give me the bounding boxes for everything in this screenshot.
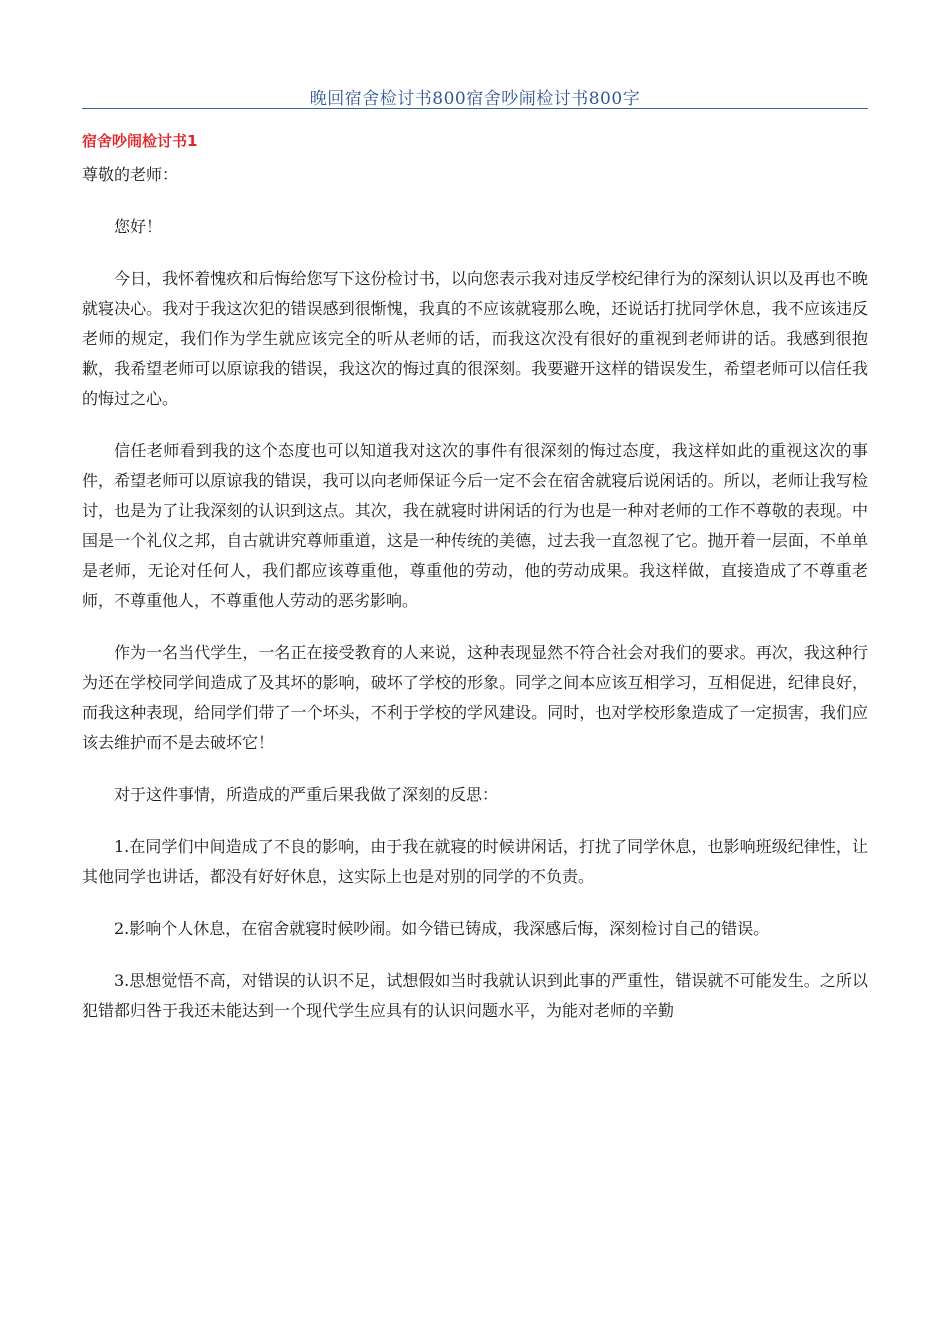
document-title: 晚回宿舍检讨书800宿舍吵闹检讨书800字 [309, 89, 641, 109]
salutation: 尊敬的老师： [82, 165, 179, 184]
document-body [82, 160, 868, 1048]
paragraph-1: 今日，我怀着愧疚和后悔给您写下这份检讨书，以向您表示我对违反学校纪律行为的深刻认识以及再也不晚就寝决心。我对于我这次犯的错误感到很惭愧，我真的不应该就寝那么晚，还说话打扰同学休息，我不应该违反老师的规定，我们作为学生就应该完全的听从老师的话，而我这次没有很好的重视到老师讲的话。我感到很抱歉，我希望老师可以原谅我的错误，我这次的悔过真的很深刻。我要避开这样的错误发生，希望老师可以信任我的悔过之心。 [82, 269, 868, 408]
paragraph-3: 作为一名当代学生，一名正在接受教育的人来说，这种表现显然不符合社会对我们的要求。再次，我这种行为还在学校同学间造成了及其坏的影响，破坏了学校的形象。同学之间本应该互相学习，互相促进，纪律良好，而我这种表现，给同学们带了一个坏头，不利于学校的学风建设。同时，也对学校形象造成了一定损害，我们应该去维护而不是去破坏它！ [82, 643, 868, 752]
greeting: 您好！ [114, 217, 163, 236]
paragraph-4: 对于这件事情，所造成的严重后果我做了深刻的反思： [114, 785, 499, 804]
title-divider [82, 108, 868, 109]
paragraph-2: 信任老师看到我的这个态度也可以知道我对这次的事件有很深刻的悔过态度，我这样如此的重视这次的事件，希望老师可以原谅我的错误，我可以向老师保证今后一定不会在宿舍就寝后说闲话的。所以，老师让我写检讨，也是为了让我深刻的认识到这点。其次，我在就寝时讲闲话的行为也是一种对老师的工作不尊敬的表现。中国是一个礼仪之邦，自古就讲究尊师重道，这是一种传统的美德，过去我一直忽视了它。抛开着一层面，不单单是老师，无论对任何人，我们都应该尊重他，尊重他的劳动，他的劳动成果。我这样做，直接造成了不尊重老师，不尊重他人，不尊重他人劳动的恶劣影响。 [82, 441, 868, 610]
list-item-1: 1.在同学们中间造成了不良的影响，由于我在就寝的时候讲闲话，打扰了同学休息，也影响班级纪律性，让其他同学也讲话，都没有好好休息，这实际上也是对别的同学的不负责。 [82, 837, 868, 886]
section-heading: 宿舍吵闹检讨书1 [82, 132, 198, 150]
list-item-3: 3.思想觉悟不高，对错误的认识不足，试想假如当时我就认识到此事的严重性，错误就不可能发生。之所以犯错都归咎于我还未能达到一个现代学生应具有的认识问题水平，为能对老师的辛勤 [82, 971, 868, 1020]
list-item-2: 2.影响个人休息，在宿舍就寝时候吵闹。如今错已铸成，我深感后悔，深刻检讨自己的错误。 [114, 919, 770, 938]
